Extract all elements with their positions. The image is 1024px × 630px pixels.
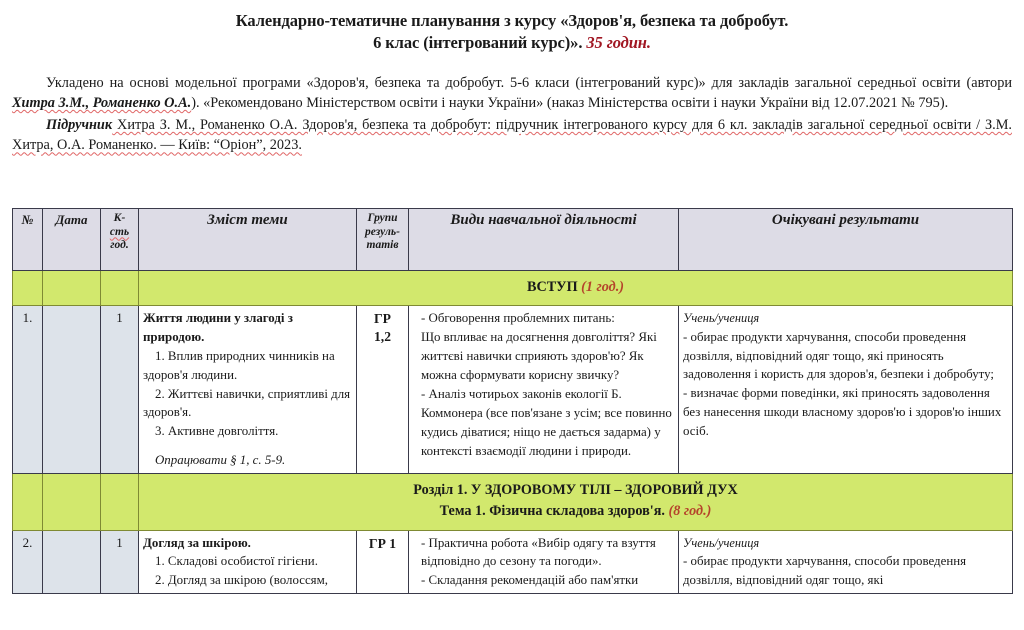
table-body <box>13 271 1013 594</box>
row1-number: 1. <box>13 306 43 474</box>
row2-results-subject: Учень/учениця <box>683 535 760 550</box>
table-header <box>13 209 1013 271</box>
row1-topic-heading: Життя людини у злагоді з природою. <box>143 311 293 345</box>
row2-result-item: - обирає продукти харчування, способи проведення дозвілля, відповідний одяг тощо, які <box>683 553 967 587</box>
header-groups-line2: резуль- <box>365 225 400 238</box>
header-number: № <box>13 209 43 271</box>
row1-result-item: - обирає продукти харчування, способи проведення дозвілля, відповідний одяг тощо, які приносять задоволення і користь для здоров'я, безпеки і добробуту; <box>683 329 994 382</box>
row1-topic-point: 2. Життєві навички, сприятливі для здоров'я. <box>143 386 351 420</box>
header-hours <box>101 209 139 271</box>
header-results: Очікувані результати <box>679 209 1013 271</box>
intro-p1-authors: Хитра З.М., Романенко О.А. <box>12 94 192 111</box>
section-spacer-date <box>43 271 101 306</box>
intro-paragraph-program <box>12 73 1012 114</box>
section-spacer-num <box>13 271 43 306</box>
row1-groups <box>357 306 409 474</box>
row1-results <box>679 306 1013 474</box>
header-row <box>13 209 1013 271</box>
row1-result-item: - визначає форми поведінки, які приносять задоволення без нанесення шкоди власному здоров'ю і здоров'ю інших осіб. <box>683 386 1002 439</box>
row2-groups: ГР 1 <box>357 530 409 594</box>
row2-hours: 1 <box>101 530 139 594</box>
intro-paragraph-textbook <box>12 115 1012 156</box>
row2-topic-point: 2. Догляд за шкірою (волоссям, <box>155 573 328 588</box>
row1-activities <box>409 306 679 474</box>
section-spacer-date <box>43 473 101 530</box>
row1-topic-point: 1. Вплив природних чинників на здоров'я людини. <box>143 348 335 382</box>
intro-p1-part-a: Укладено на основі модельної програми «Здоров'я, безпека та добробут. 5-6 класи (інтегрований курс)» для закладів загальної середньої освіти (автори <box>46 74 1012 91</box>
row2-topic-point: 1. Складові особистої гігієни. <box>155 554 318 569</box>
row1-groups-value: 1,2 <box>374 328 391 344</box>
row2-number: 2. <box>13 530 43 594</box>
row2-activity-item: - Практична робота «Вибір одягу та взуття відповідно до сезону та погоди». <box>421 535 656 569</box>
textbook-label: Підручник <box>46 117 113 134</box>
calendar-plan-table <box>12 208 1013 594</box>
row2-date <box>43 530 101 594</box>
row1-date <box>43 306 101 474</box>
header-activities: Види навчальної діяльності <box>409 209 679 271</box>
header-groups-line1: Групи <box>367 212 398 224</box>
section-rozdil1-hours: (8 год.) <box>668 503 712 520</box>
title-line-2-main: 6 клас (інтегрований курс)». <box>373 33 583 53</box>
row2-topic-heading: Догляд за шкірою. <box>143 535 251 550</box>
row2-activities <box>409 530 679 594</box>
section-title-rozdil-1 <box>139 473 1013 530</box>
table-row <box>13 530 1013 594</box>
row1-topic-point: 3. Активне довголіття. <box>155 424 279 439</box>
header-hours-line2: сть <box>109 225 130 238</box>
section-row-rozdil-1 <box>13 473 1013 530</box>
section-row-vstup <box>13 271 1013 306</box>
section-rozdil1-subline <box>143 501 1008 522</box>
header-groups <box>357 209 409 271</box>
row1-results-subject: Учень/учениця <box>683 311 760 326</box>
section-vstup-label: ВСТУП <box>527 279 578 295</box>
section-rozdil1-subtitle: Тема 1. Фізична складова здоров'я. <box>439 503 665 520</box>
section-spacer-num <box>13 473 43 530</box>
header-groups-line3: татів <box>366 239 399 252</box>
row1-topic <box>139 306 357 474</box>
row1-activity-item: - Аналіз чотирьох законів екології Б. Коммонера (все пов'язане з усім; все повинно кудись діватися; ніщо не дається задарма) у контексті взаємодії людини і природи. <box>421 387 672 459</box>
header-hours-line3: год. <box>110 239 129 252</box>
intro-block <box>12 73 1012 156</box>
header-hours-line1: К- <box>113 212 126 224</box>
intro-p1-part-b: ). «Рекомендовано Міністерством освіти і науки України» (наказ Міністерства освіти і науки України від 12.07.2021 № 795). <box>191 94 949 111</box>
textbook-reference: Хитра З. М., Романенко О.А. Здоров'я, безпека та добробут: підручник інтегрованого курсу для 6 кл. закладів загальної середньої освіти / З.М. Хитра, О.А. Романенко. — Київ: “Оріон”, 2023. <box>12 117 1012 154</box>
title-line-2 <box>12 32 1012 54</box>
row1-activity-item: Що впливає на досягнення довголіття? Які життєві навички сприяють здоров'ю? Як можна сформувати корисну звичку? <box>421 330 657 383</box>
row2-activity-item: - Складання рекомендацій або пам'ятки <box>421 573 639 588</box>
row1-activity-item: - Обговорення проблемних питань: <box>421 311 615 326</box>
section-vstup-hours: (1 год.) <box>581 279 624 295</box>
title-line-1: Календарно-тематичне планування з курсу «Здоров'я, безпека та добробут. <box>235 11 789 30</box>
row1-hours: 1 <box>101 306 139 474</box>
section-spacer-hours <box>101 271 139 306</box>
header-topic: Зміст теми <box>139 209 357 271</box>
row1-topic-task: Опрацювати § 1, с. 5-9. <box>155 453 286 468</box>
page-title <box>12 10 1012 55</box>
row2-topic <box>139 530 357 594</box>
section-title-vstup <box>139 271 1013 306</box>
section-spacer-hours <box>101 473 139 530</box>
row1-groups-label: ГР <box>374 311 391 327</box>
header-date: Дата <box>43 209 101 271</box>
title-hours: 35 годин. <box>586 33 651 53</box>
table-row <box>13 306 1013 474</box>
row2-results <box>679 530 1013 594</box>
section-rozdil1-label: Розділ 1. У ЗДОРОВОМУ ТІЛІ – ЗДОРОВИЙ ДУХ <box>413 481 738 498</box>
